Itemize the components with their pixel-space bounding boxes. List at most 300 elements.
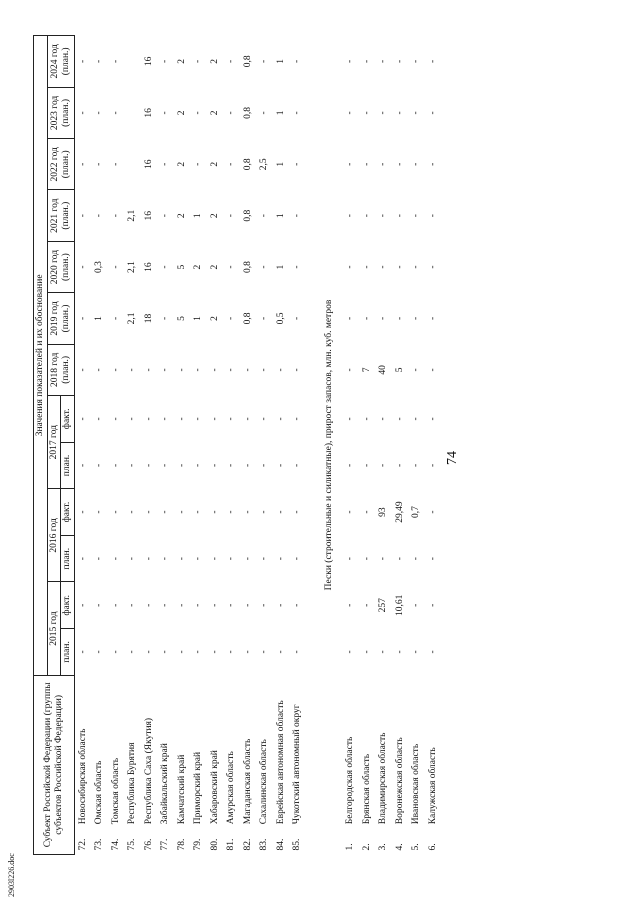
table-row (207, 36, 224, 855)
header-2017: 2017 год (47, 396, 61, 489)
value-cell: 2 (209, 264, 220, 270)
value-cell: - (411, 214, 421, 218)
value-cell: - (259, 316, 269, 321)
value-cell: - (143, 368, 154, 372)
value-cell: - (110, 316, 121, 321)
value-cell: - (427, 316, 438, 321)
value-cell: - (275, 510, 286, 514)
value-cell: - (193, 603, 203, 607)
value-cell: - (411, 463, 421, 468)
value-cell: - (345, 265, 355, 269)
value-cell: - (160, 316, 170, 321)
value-cell: - (394, 316, 405, 321)
value-cell: - (411, 417, 421, 421)
value-cell: - (160, 603, 170, 607)
value-cell: - (127, 463, 137, 468)
table-row (240, 36, 257, 855)
header-subject: Субъект Российской Федерации (группы субъектов Российской Федерации) (34, 675, 75, 854)
value-cell: - (394, 417, 405, 421)
value-cell: 7 (361, 367, 372, 373)
region-name: Республика Бурятия (127, 742, 137, 825)
header-2016-plan: план. (61, 535, 75, 582)
header-2015-plan: план. (61, 629, 75, 676)
value-cell: - (411, 265, 421, 269)
value-cell: - (361, 603, 372, 607)
value-cell: 0,3 (94, 261, 104, 274)
table-row (108, 36, 125, 855)
value-cell: - (176, 510, 187, 514)
value-cell: - (127, 603, 137, 607)
value-cell: - (292, 265, 302, 269)
value-cell: - (378, 59, 388, 63)
region-name: Еврейская автономная область (275, 700, 286, 825)
value-cell: - (193, 417, 203, 421)
value-cell: - (226, 214, 236, 218)
table-row (124, 36, 141, 855)
value-cell: - (94, 162, 104, 166)
value-cell: 16 (143, 262, 154, 272)
value-cell: 2,5 (259, 158, 269, 171)
value-cell: 2,1 (127, 209, 137, 222)
value-cell: - (94, 214, 104, 218)
value-cell: - (77, 265, 88, 269)
row-number: 3. (378, 843, 388, 851)
value-cell: - (411, 162, 421, 166)
value-cell: - (411, 59, 421, 63)
value-cell: - (292, 557, 302, 561)
value-cell: - (176, 650, 187, 654)
value-cell: - (77, 111, 88, 115)
region-name: Ивановская область (411, 743, 421, 825)
value-cell: - (127, 557, 137, 561)
value-cell: 1 (275, 161, 286, 167)
value-cell: - (242, 510, 253, 514)
value-cell: - (345, 368, 355, 372)
value-cell: - (394, 162, 405, 166)
row-number: 79. (193, 838, 203, 851)
value-cell: 1 (275, 58, 286, 64)
value-cell: - (292, 368, 302, 372)
value-cell: - (77, 417, 88, 421)
value-cell: - (94, 557, 104, 561)
table-row (256, 36, 273, 855)
value-cell: - (193, 162, 203, 166)
value-cell: - (209, 368, 220, 372)
value-cell: 1 (275, 264, 286, 270)
value-cell: - (176, 417, 187, 421)
value-cell: - (361, 316, 372, 321)
table-row (174, 36, 191, 855)
table-row (91, 36, 108, 855)
value-cell: 2 (176, 58, 187, 64)
header-2024: 2024 год (план.) (47, 36, 74, 88)
value-cell: - (361, 265, 372, 269)
row-number: 84. (275, 838, 286, 851)
value-cell: - (361, 510, 372, 514)
region-name: Калужская область (427, 747, 438, 825)
value-cell: - (378, 111, 388, 115)
value-cell: - (292, 650, 302, 654)
value-cell: 16 (143, 210, 154, 221)
value-cell: - (427, 463, 438, 468)
value-cell: 16 (143, 108, 154, 118)
value-cell: - (345, 417, 355, 421)
value-cell: - (77, 368, 88, 372)
value-cell (124, 87, 141, 138)
value-cell: - (226, 557, 236, 561)
value-cell: 93 (378, 507, 388, 517)
value-cell: - (292, 603, 302, 607)
table-row (74, 36, 91, 855)
value-cell: 16 (143, 56, 154, 67)
region-name: Новосибирская область (77, 728, 88, 825)
value-cell: - (292, 111, 302, 115)
value-cell: 5 (176, 264, 187, 270)
value-cell: 2 (176, 161, 187, 167)
table-body (74, 36, 441, 855)
value-cell: - (361, 557, 372, 561)
value-cell: - (292, 463, 302, 468)
table-row (273, 36, 290, 855)
value-cell: - (176, 463, 187, 468)
footer-filename: 2903l226.doc (7, 853, 16, 897)
value-cell: - (427, 162, 438, 166)
value-cell: - (143, 603, 154, 607)
row-number: 82. (242, 838, 253, 851)
value-cell: - (143, 463, 154, 468)
table-row (223, 36, 240, 855)
value-cell: - (242, 368, 253, 372)
value-cell: - (394, 557, 405, 561)
value-cell: - (345, 59, 355, 63)
value-cell: - (209, 650, 220, 654)
value-cell: 2 (209, 316, 220, 321)
value-cell: - (345, 510, 355, 514)
header-2019: 2019 год (план.) (47, 293, 74, 344)
value-cell: - (292, 510, 302, 514)
value-cell: - (259, 650, 269, 654)
value-cell: - (77, 162, 88, 166)
value-cell: - (259, 214, 269, 218)
value-cell: - (345, 650, 355, 654)
value-cell: - (77, 650, 88, 654)
table-row (375, 36, 392, 855)
value-cell: - (209, 557, 220, 561)
header-2015: 2015 год (47, 582, 61, 675)
value-cell: 2 (209, 58, 220, 64)
value-cell: - (127, 650, 137, 654)
region-name: Белгородская область (345, 736, 355, 825)
value-cell: 2 (176, 213, 187, 219)
value-cell: - (110, 368, 121, 372)
value-cell: 40 (378, 365, 388, 375)
section-row (306, 36, 343, 855)
value-cell: - (345, 111, 355, 115)
table-row (190, 36, 207, 855)
table-row (141, 36, 158, 855)
value-cell: 29,49 (394, 501, 405, 523)
value-cell: - (292, 316, 302, 321)
value-cell: - (427, 650, 438, 654)
value-cell: - (378, 214, 388, 218)
value-cell: - (94, 510, 104, 514)
value-cell: 2 (209, 213, 220, 219)
value-cell: - (143, 650, 154, 654)
value-cell: - (411, 557, 421, 561)
value-cell: - (226, 59, 236, 63)
value-cell: 2 (209, 161, 220, 167)
row-number: 1. (345, 843, 355, 851)
row-number: 4. (394, 843, 405, 851)
value-cell: - (143, 417, 154, 421)
value-cell: - (160, 417, 170, 421)
value-cell: - (94, 368, 104, 372)
value-cell: - (345, 557, 355, 561)
region-name: Забайкальский край (160, 743, 170, 825)
value-cell: 0,5 (275, 312, 286, 325)
value-cell: - (160, 557, 170, 561)
value-cell: - (94, 111, 104, 115)
region-name: Брянская область (361, 753, 372, 825)
value-cell: 5 (176, 316, 187, 321)
value-cell: - (143, 510, 154, 514)
header-2021: 2021 год (план.) (47, 190, 74, 241)
value-cell: - (226, 650, 236, 654)
header-values-group: Значения показателей и их обоснование (34, 36, 48, 676)
value-cell: - (427, 111, 438, 115)
value-cell: - (378, 162, 388, 166)
value-cell: - (193, 510, 203, 514)
value-cell: - (94, 603, 104, 607)
region-name: Владимирская область (378, 732, 388, 825)
region-name: Воронежская область (394, 737, 405, 825)
row-number: 78. (176, 838, 187, 851)
value-cell: - (94, 463, 104, 468)
value-cell: - (427, 510, 438, 514)
value-cell: - (345, 214, 355, 218)
value-cell: - (77, 603, 88, 607)
value-cell: - (259, 603, 269, 607)
value-cell: 2,1 (127, 312, 137, 325)
value-cell: - (193, 557, 203, 561)
table-row (157, 36, 174, 855)
value-cell: - (242, 650, 253, 654)
value-cell: - (193, 650, 203, 654)
value-cell: - (209, 463, 220, 468)
value-cell: - (160, 111, 170, 115)
row-number: 80. (209, 838, 220, 851)
value-cell: - (226, 368, 236, 372)
value-cell: - (242, 603, 253, 607)
value-cell: - (226, 603, 236, 607)
value-cell: - (226, 463, 236, 468)
region-name: Республика Саха (Якутия) (143, 717, 154, 825)
value-cell: 2 (176, 110, 187, 116)
value-cell: - (160, 463, 170, 468)
value-cell: - (378, 316, 388, 321)
value-cell: 10,61 (394, 594, 405, 616)
value-cell: - (378, 463, 388, 468)
value-cell: - (345, 316, 355, 321)
value-cell: - (411, 650, 421, 654)
value-cell: - (427, 265, 438, 269)
value-cell: - (193, 368, 203, 372)
value-cell: - (110, 265, 121, 269)
value-cell: - (77, 59, 88, 63)
row-number: 81. (226, 838, 236, 851)
value-cell: - (411, 368, 421, 372)
region-name: Камчатский край (176, 754, 187, 825)
value-cell: - (394, 214, 405, 218)
value-cell (124, 139, 141, 190)
value-cell: - (345, 162, 355, 166)
value-cell: - (259, 557, 269, 561)
value-cell: - (361, 214, 372, 218)
value-cell: - (110, 557, 121, 561)
value-cell: - (110, 162, 121, 166)
value-cell: - (160, 368, 170, 372)
value-cell: - (427, 603, 438, 607)
value-cell: - (427, 368, 438, 372)
value-cell: - (110, 59, 121, 63)
region-name: Магаданская область (242, 738, 253, 825)
value-cell: - (361, 59, 372, 63)
value-cell: - (77, 214, 88, 218)
value-cell: - (275, 650, 286, 654)
value-cell: - (77, 557, 88, 561)
value-cell: - (143, 557, 154, 561)
table-row (408, 36, 425, 855)
table-row (289, 36, 306, 855)
value-cell: - (378, 557, 388, 561)
value-cell: 0,8 (242, 106, 253, 119)
value-cell: - (427, 59, 438, 63)
value-cell: - (110, 214, 121, 218)
region-name: Чукотский автономный округ (292, 704, 302, 825)
value-cell: - (292, 417, 302, 421)
value-cell: - (394, 650, 405, 654)
page-number: 74 (445, 451, 460, 465)
row-number: 5. (411, 843, 421, 851)
row-number: 2. (361, 843, 372, 851)
value-cell: - (427, 557, 438, 561)
indicators-table (33, 35, 441, 855)
value-cell: 1 (275, 213, 286, 219)
row-number: 85. (292, 838, 302, 851)
region-name: Омская область (94, 760, 104, 825)
value-cell: - (110, 650, 121, 654)
value-cell: 1 (94, 316, 104, 321)
value-cell: - (275, 557, 286, 561)
value-cell: - (259, 111, 269, 115)
value-cell: - (209, 417, 220, 421)
value-cell: - (411, 111, 421, 115)
value-cell: - (361, 463, 372, 468)
value-cell: - (77, 510, 88, 514)
value-cell: 0,8 (242, 158, 253, 171)
row-number: 6. (427, 843, 438, 851)
value-cell: - (394, 59, 405, 63)
value-cell: - (394, 111, 405, 115)
row-number: 76. (143, 838, 154, 851)
value-cell: - (160, 59, 170, 63)
value-cell: - (110, 111, 121, 115)
value-cell: - (77, 316, 88, 321)
value-cell: - (176, 557, 187, 561)
row-number: 83. (259, 838, 269, 851)
value-cell: - (242, 557, 253, 561)
header-2017-fact: факт. (61, 396, 75, 443)
value-cell: - (176, 603, 187, 607)
value-cell: - (127, 368, 137, 372)
value-cell: 5 (394, 367, 405, 373)
value-cell: - (160, 650, 170, 654)
row-number: 75. (127, 838, 137, 851)
value-cell: 16 (143, 159, 154, 170)
region-name: Томская область (110, 757, 121, 825)
value-cell: - (361, 111, 372, 115)
value-cell: - (427, 417, 438, 421)
value-cell: - (160, 162, 170, 166)
value-cell: - (110, 510, 121, 514)
section-title: Пески (строительные и силикатные), прирост запасов, млн. куб. метров (323, 299, 334, 591)
value-cell: - (193, 59, 203, 63)
row-number: 74. (110, 838, 121, 851)
value-cell: - (259, 510, 269, 514)
value-cell: - (160, 214, 170, 218)
value-cell: 2 (209, 110, 220, 116)
value-cell: - (110, 603, 121, 607)
value-cell: - (411, 316, 421, 321)
value-cell: 2,1 (127, 261, 137, 274)
value-cell: 0,8 (242, 209, 253, 222)
value-cell: - (193, 111, 203, 115)
value-cell: - (259, 368, 269, 372)
value-cell: - (94, 59, 104, 63)
value-cell: 0,7 (411, 506, 421, 519)
table-row (342, 36, 359, 855)
value-cell: 18 (143, 313, 154, 324)
value-cell: - (94, 650, 104, 654)
header-2020: 2020 год (план.) (47, 241, 74, 292)
value-cell: - (275, 463, 286, 468)
value-cell: - (259, 265, 269, 269)
header-2023: 2023 год (план.) (47, 87, 74, 138)
value-cell: - (160, 510, 170, 514)
row-number: 72. (77, 838, 88, 851)
value-cell: - (275, 417, 286, 421)
value-cell: 257 (378, 598, 388, 613)
value-cell: - (292, 214, 302, 218)
region-name: Хабаровский край (209, 750, 220, 825)
value-cell: - (226, 265, 236, 269)
value-cell: - (77, 463, 88, 468)
value-cell: 0,8 (242, 312, 253, 325)
table-row (425, 36, 442, 855)
value-cell: 0,8 (242, 55, 253, 68)
value-cell: - (259, 59, 269, 63)
value-cell: - (345, 603, 355, 607)
value-cell: - (259, 463, 269, 468)
value-cell: 1 (193, 213, 203, 219)
value-cell: - (361, 650, 372, 654)
value-cell: - (94, 417, 104, 421)
header-2018: 2018 год (план.) (47, 344, 74, 395)
value-cell: - (292, 59, 302, 63)
value-cell: 2 (193, 264, 203, 270)
value-cell: - (242, 463, 253, 468)
region-name: Сахалинская область (259, 739, 269, 825)
